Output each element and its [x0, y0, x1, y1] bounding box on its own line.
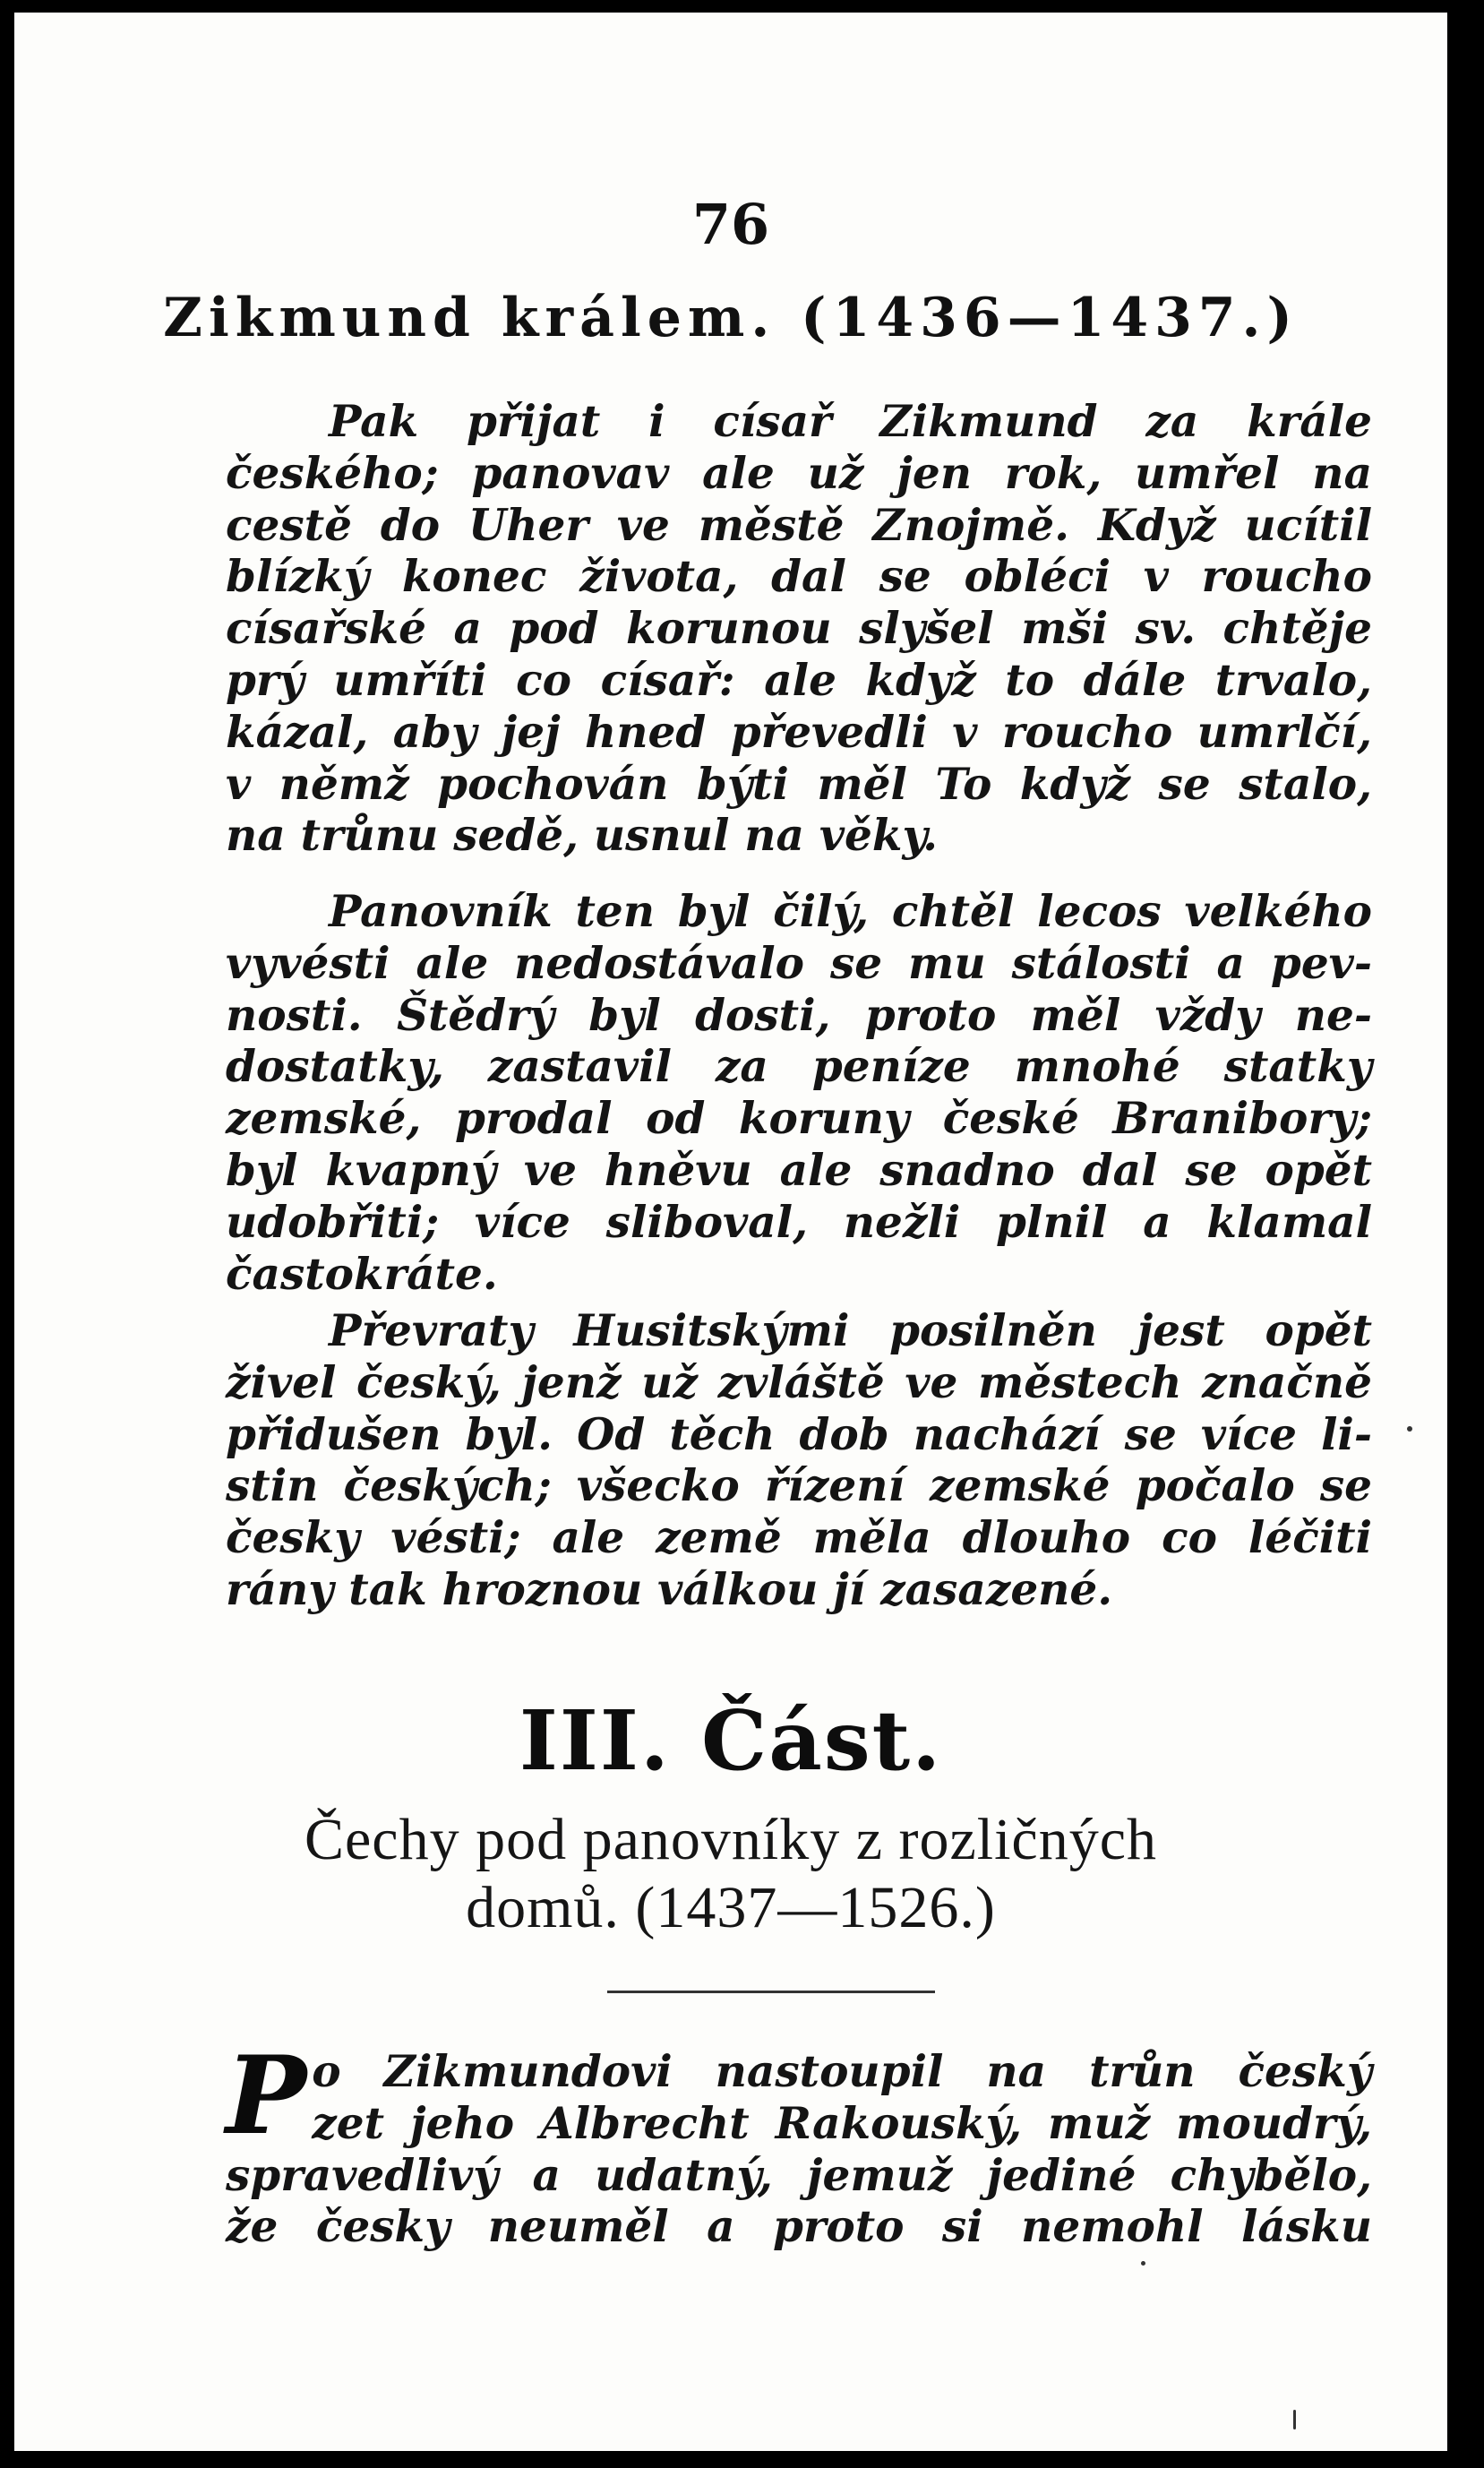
text-line: Pak přijat i císař Zikmund za krále [329, 396, 1372, 447]
paragraph-1 [226, 396, 1372, 862]
paragraph-2 [226, 886, 1372, 1300]
text-line: v němž pochován býti měl To když se stalo, [226, 758, 1372, 810]
scan-speck [1293, 2410, 1296, 2429]
text-line: živel český, jenž už zvláště ve městech značně [226, 1356, 1372, 1408]
text-line: cestě do Uher ve městě Znojmě. Když ucítil [226, 499, 1372, 551]
text-line: prý umříti co císař: ale když to dále trvalo, [226, 654, 1372, 706]
book-page [14, 13, 1447, 2451]
scan-edge [1447, 0, 1484, 2468]
drop-cap: P [226, 2033, 307, 2159]
page-number: 76 [691, 192, 770, 257]
running-head: Zikmund králem. (1436—1437.) [163, 287, 1299, 349]
text-line: zemské, prodal od koruny české Branibory; [226, 1093, 1372, 1145]
text-line: přidušen byl. Od těch dob nachází se více li- [226, 1408, 1372, 1460]
section-title-line: Čechy pod panovníky z rozličných [304, 1807, 1158, 1872]
section-title [14, 1806, 1447, 1942]
text-line: dostatky, zastavil za peníze mnohé statky [226, 1041, 1372, 1093]
text-line: nosti. Štědrý byl dosti, proto měl vždy ne- [226, 989, 1372, 1041]
text-line: udobřiti; více sliboval, nežli plnil a klamal [226, 1196, 1372, 1248]
text-line: o Zikmundovi nastoupil na trůn český [312, 2046, 1372, 2097]
text-line: kázal, aby jej hned převedli v roucho umrlčí, [226, 706, 1372, 758]
scan-speck [1407, 1426, 1412, 1432]
text-line: že česky neuměl a proto si nemohl lásku [226, 2201, 1372, 2253]
text-line: Převraty Husitskými posilněn jest opět [329, 1305, 1372, 1356]
text-line: českého; panovav ale už jen rok, umřel na [226, 447, 1372, 499]
text-line: blízký konec života, dal se obléci v roucho [226, 551, 1372, 603]
text-line: na trůnu sedě, usnul na věky. [226, 810, 939, 862]
text-line: byl kvapný ve hněvu ale snadno dal se opět [226, 1144, 1372, 1196]
text-line: císařské a pod korunou slyšel mši sv. chtěje [226, 603, 1372, 655]
text-line: spravedlivý a udatný, jemuž jediné chybělo, [226, 2149, 1372, 2201]
text-line: stin českých; všecko řízení zemské počalo se [226, 1460, 1372, 1512]
scan-speck [1141, 2261, 1145, 2266]
paragraph-4 [226, 2033, 1372, 2253]
text-line: rány tak hroznou válkou jí zasazené. [226, 1563, 1113, 1615]
text-line: česky vésti; ale země měla dlouho co léčiti [226, 1512, 1372, 1564]
section-title-line: domů. (1437—1526.) [466, 1875, 996, 1940]
text-line: Panovník ten byl čilý, chtěl lecos velkého [329, 886, 1372, 937]
divider-rule [607, 1991, 935, 1993]
text-line: vyvésti ale nedostávalo se mu stálosti a pev- [226, 937, 1372, 989]
part-heading: III. Část. [519, 1692, 943, 1789]
paragraph-3 [226, 1305, 1372, 1616]
text-line: častokráte. [226, 1248, 498, 1300]
text-line: zet jeho Albrecht Rakouský, muž moudrý, [312, 2097, 1372, 2149]
